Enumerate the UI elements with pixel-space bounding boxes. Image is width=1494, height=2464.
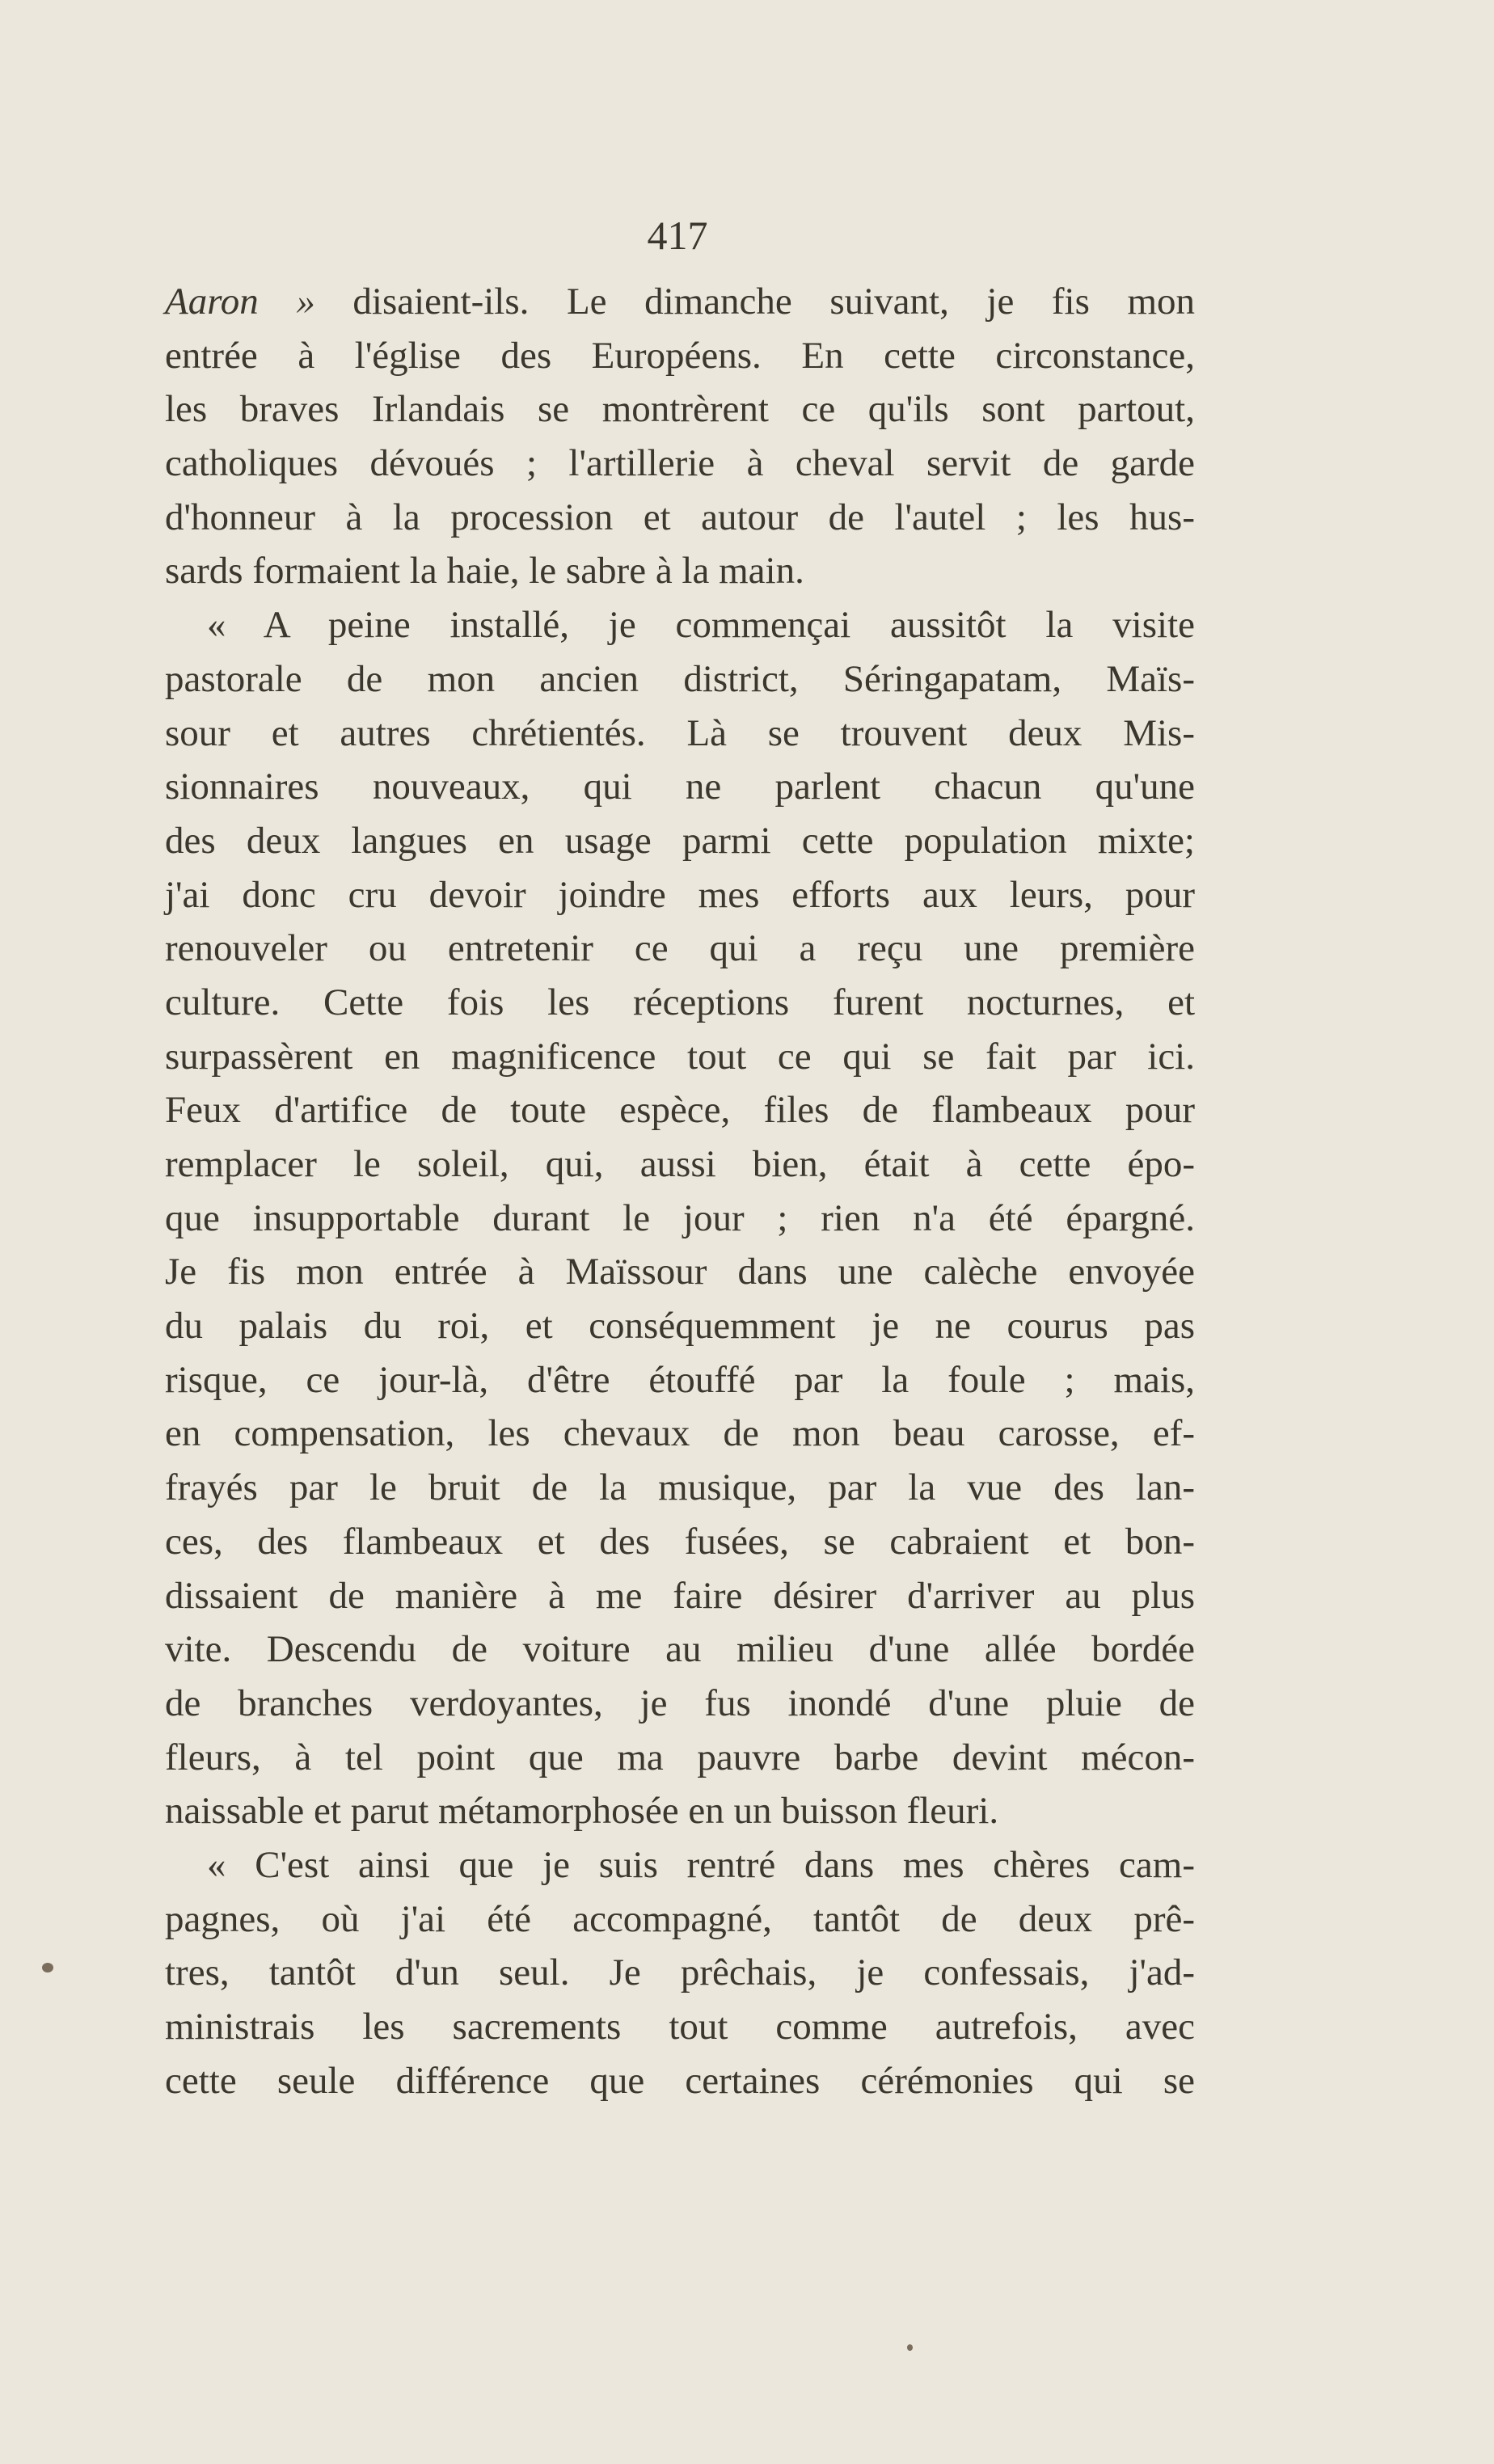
- line-text: des deux langues en usage parmi cette population mixte;: [165, 819, 1195, 862]
- text-line: [165, 1892, 1195, 1947]
- line-text: fleurs, à tel point que ma pauvre barbe devint mécon-: [165, 1736, 1195, 1778]
- text-line: [165, 922, 1195, 976]
- line-text: ces, des flambeaux et des fusées, se cabraient et bon-: [165, 1520, 1195, 1563]
- line-text: cette seule différence que certaines cérémonies qui se: [165, 2059, 1195, 2102]
- line-text: les braves Irlandais se montrèrent ce qu'ils sont partout,: [165, 388, 1195, 431]
- line-text: ministrais les sacrements tout comme autrefois, avec: [165, 2006, 1195, 2048]
- line-text: du palais du roi, et conséquemment je ne courus pas: [165, 1305, 1195, 1348]
- line-text: frayés par le bruit de la musique, par la vue des lan-: [165, 1466, 1195, 1509]
- line-text: pastorale de mon ancien district, Séringapatam, Maïs-: [165, 657, 1195, 700]
- text-line: [165, 1353, 1195, 1407]
- line-text: pagnes, où j'ai été accompagné, tantôt de deux prê-: [165, 1897, 1195, 1940]
- text-line: [165, 814, 1195, 868]
- text-line: [165, 2000, 1195, 2054]
- text-line: [165, 2054, 1195, 2108]
- ink-spot: [42, 1963, 53, 1972]
- line-text: dissaient de manière à me faire désirer d'arriver au plus: [165, 1574, 1195, 1617]
- body-text: [165, 275, 1195, 2107]
- line-text: de branches verdoyantes, je fus inondé d'une pluie de: [165, 1681, 1195, 1724]
- text-line: [165, 544, 1195, 598]
- text-line: [165, 868, 1195, 922]
- text-line: [165, 1461, 1195, 1515]
- text-line: [165, 707, 1195, 761]
- line-text: disaient-ils. Le dimanche suivant, je fis mon: [352, 281, 1196, 323]
- text-line: [165, 1192, 1195, 1246]
- line-text: Feux d'artifice de toute espèce, files de flambeaux pour: [165, 1089, 1195, 1132]
- line-text: catholiques dévoués ; l'artillerie à cheval servit de garde: [165, 442, 1195, 485]
- text-line: [165, 1677, 1195, 1731]
- line-text: « A peine installé, je commençai aussitôt la visite: [207, 604, 1195, 647]
- text-line: [165, 652, 1195, 707]
- line-text: sour et autres chrétientés. Là se trouvent deux Mis-: [165, 711, 1195, 754]
- text-line: [165, 1137, 1195, 1192]
- text-line: [165, 491, 1195, 545]
- line-text: entrée à l'église des Européens. En cette circonstance,: [165, 334, 1195, 377]
- page-number: 417: [647, 213, 708, 258]
- italic-lead: Aaron »: [165, 281, 315, 323]
- line-text: risque, ce jour-là, d'être étouffé par la foule ; mais,: [165, 1358, 1195, 1401]
- text-line: [165, 598, 1195, 652]
- text-line: [165, 1299, 1195, 1353]
- line-text: culture. Cette fois les réceptions furent nocturnes, et: [165, 981, 1195, 1023]
- text-line: [165, 1407, 1195, 1461]
- line-text: remplacer le soleil, qui, aussi bien, était à cette épo-: [165, 1143, 1195, 1185]
- text-line: [165, 437, 1195, 491]
- text-line: [165, 1838, 1195, 1892]
- line-text: naissable et parut métamorphosée en un buisson fleuri.: [165, 1790, 999, 1833]
- text-line: [165, 1946, 1195, 2000]
- text-line: [165, 1083, 1195, 1137]
- line-text: d'honneur à la procession et autour de l'autel ; les hus-: [165, 496, 1195, 538]
- text-line: [165, 275, 1195, 329]
- text-line: [165, 976, 1195, 1030]
- text-line: [165, 382, 1195, 437]
- text-line: [165, 1245, 1195, 1299]
- text-line: [165, 1030, 1195, 1084]
- text-line: [165, 1515, 1195, 1569]
- line-text: surpassèrent en magnificence tout ce qui se fait par ici.: [165, 1035, 1195, 1078]
- line-text: « C'est ainsi que je suis rentré dans mes chères cam-: [207, 1843, 1195, 1886]
- line-text: en compensation, les chevaux de mon beau carosse, ef-: [165, 1412, 1195, 1455]
- line-text: j'ai donc cru devoir joindre mes efforts aux leurs, pour: [165, 873, 1195, 916]
- text-line: [165, 1784, 1195, 1838]
- line-text: Je fis mon entrée à Maïssour dans une calèche envoyée: [165, 1251, 1195, 1293]
- text-line: [165, 329, 1195, 383]
- line-text: sionnaires nouveaux, qui ne parlent chacun qu'une: [165, 766, 1195, 808]
- line-text: vite. Descendu de voiture au milieu d'une allée bordée: [165, 1628, 1195, 1671]
- text-line: [165, 1622, 1195, 1677]
- line-text: que insupportable durant le jour ; rien n'a été épargné.: [165, 1196, 1195, 1239]
- text-line: [165, 760, 1195, 814]
- line-text: sards formaient la haie, le sabre à la main.: [165, 550, 804, 593]
- line-text: tres, tantôt d'un seul. Je prêchais, je confessais, j'ad-: [165, 1951, 1195, 1994]
- text-line: [165, 1569, 1195, 1623]
- line-text: renouveler ou entretenir ce qui a reçu une première: [165, 927, 1195, 970]
- text-line: [165, 1731, 1195, 1785]
- ink-spot: [907, 2344, 913, 2351]
